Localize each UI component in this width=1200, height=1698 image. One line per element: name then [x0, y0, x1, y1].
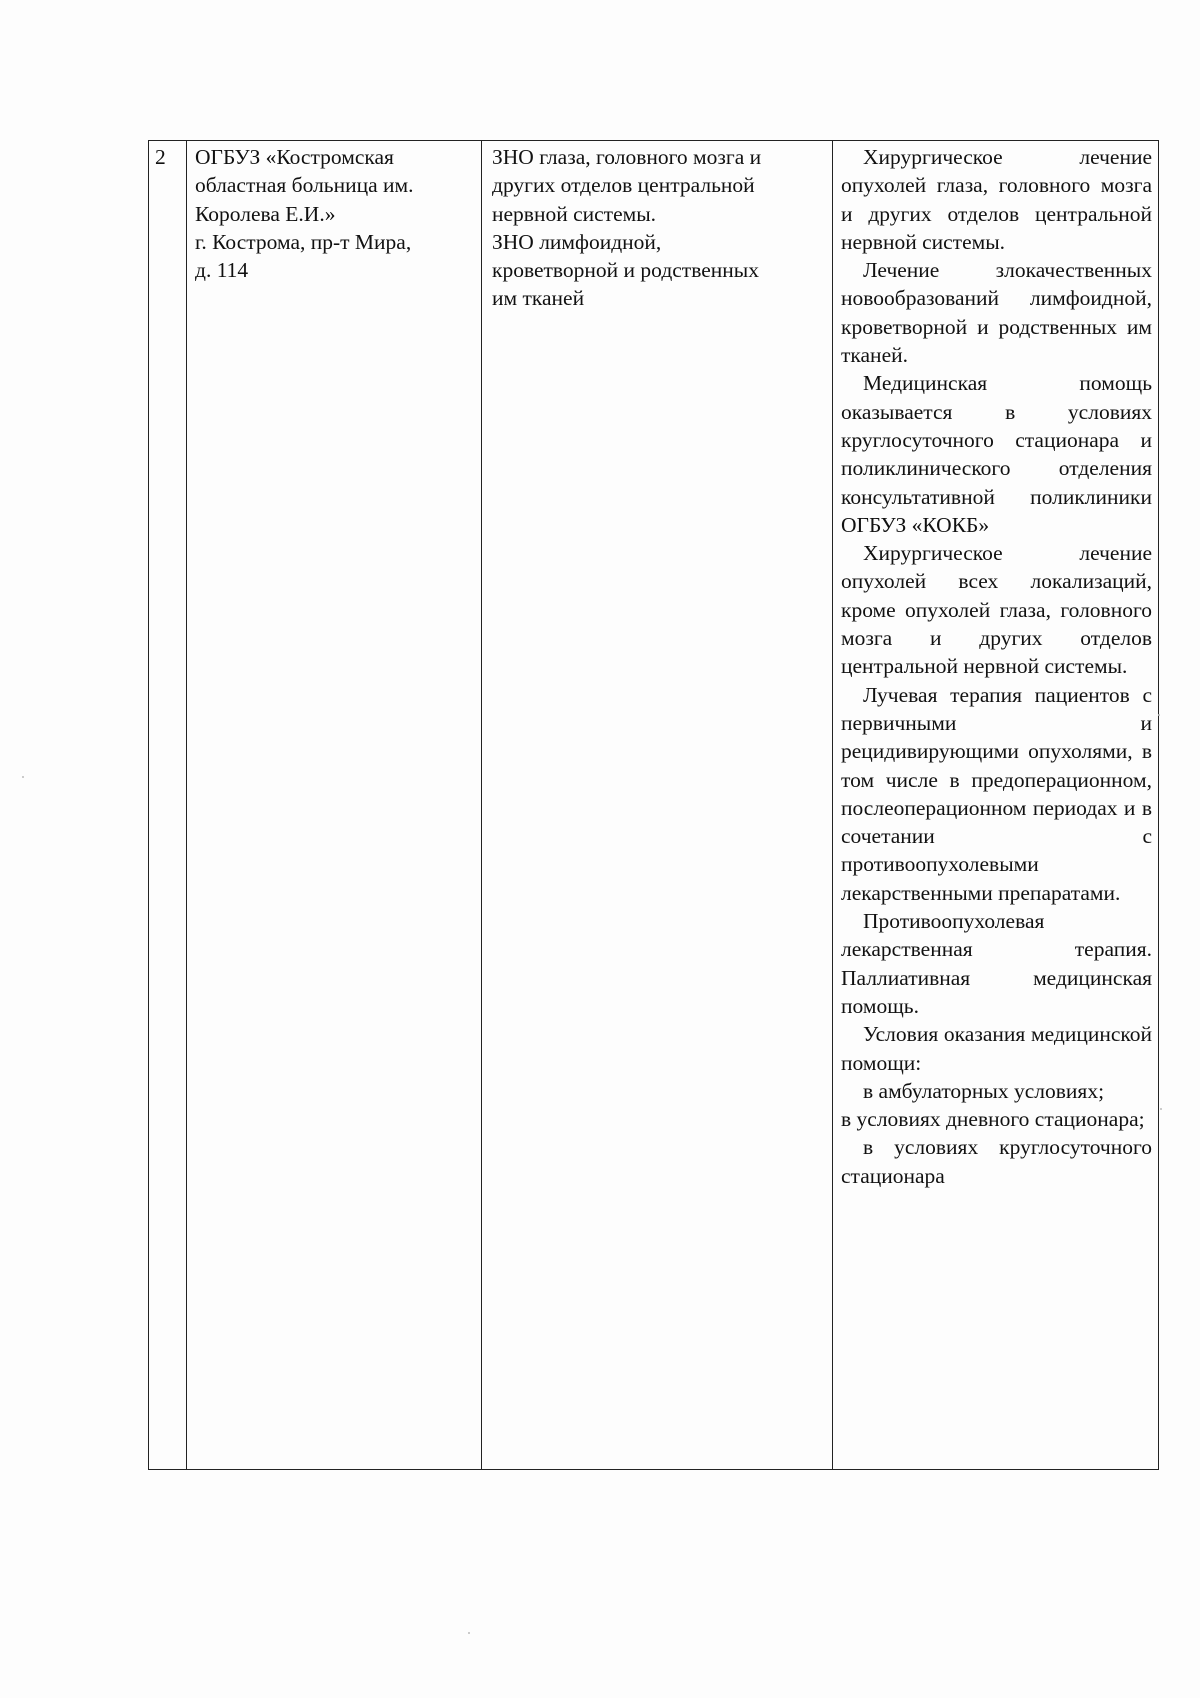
service-paragraph: Противоопухолевая лекарственная терапия. Паллиативная медицинская помощь.: [841, 909, 1152, 1018]
diagnosis-list: ЗНО глаза, головного мозга и других отделов центральной нервной системы. ЗНО лимфоидной, кроветворной и родственных им тканей: [492, 145, 762, 311]
service-paragraph: Лучевая терапия пациентов с первичными и рецидивирующими опухолями, в том числе в предоперационном, послеоперационном периодах и в сочетании с противоопухолевыми лекарственными препаратами.: [841, 682, 1152, 905]
services-text: [841, 143, 1152, 1465]
service-paragraph: Условия оказания медицинской помощи:: [841, 1022, 1152, 1075]
service-paragraph: Медицинская помощь оказывается в условиях круглосуточного стационара и поликлинического отделения консультативной поликлиники ОГБУЗ «КОКБ»: [841, 371, 1152, 537]
row-number: 2: [155, 145, 166, 169]
table-row: [149, 141, 1159, 1470]
service-paragraph: в условиях круглосуточного стационара: [841, 1135, 1152, 1188]
organization-name-address: ОГБУЗ «Костромская областная больница им. Королева Е.И.» г. Кострома, пр-т Мира, д. 114: [195, 145, 414, 283]
scan-speck: [468, 1632, 470, 1634]
service-paragraph: в условиях дневного стационара;: [841, 1107, 1145, 1132]
organization-cell: [187, 141, 482, 1470]
scan-speck: [22, 776, 24, 778]
service-paragraph: Лечение злокачественных новообразований лимфоидной, кроветворной и родственных им тканей.: [841, 258, 1152, 368]
row-number-cell: [149, 141, 187, 1470]
diagnosis-cell: [482, 141, 833, 1470]
service-paragraph: Хирургическое лечение опухолей всех локализаций, кроме опухолей глаза, головного мозга и других отделов центральной нервной системы.: [841, 541, 1152, 679]
services-cell: [833, 141, 1159, 1470]
medical-organizations-table: [148, 140, 1159, 1470]
service-paragraph: Хирургическое лечение опухолей глаза, головного мозга и других отделов центральной нервной системы.: [841, 145, 1152, 254]
scan-speck: [1158, 714, 1160, 716]
service-paragraph: в амбулаторных условиях;: [863, 1078, 1105, 1103]
scan-speck: [1160, 1108, 1162, 1110]
